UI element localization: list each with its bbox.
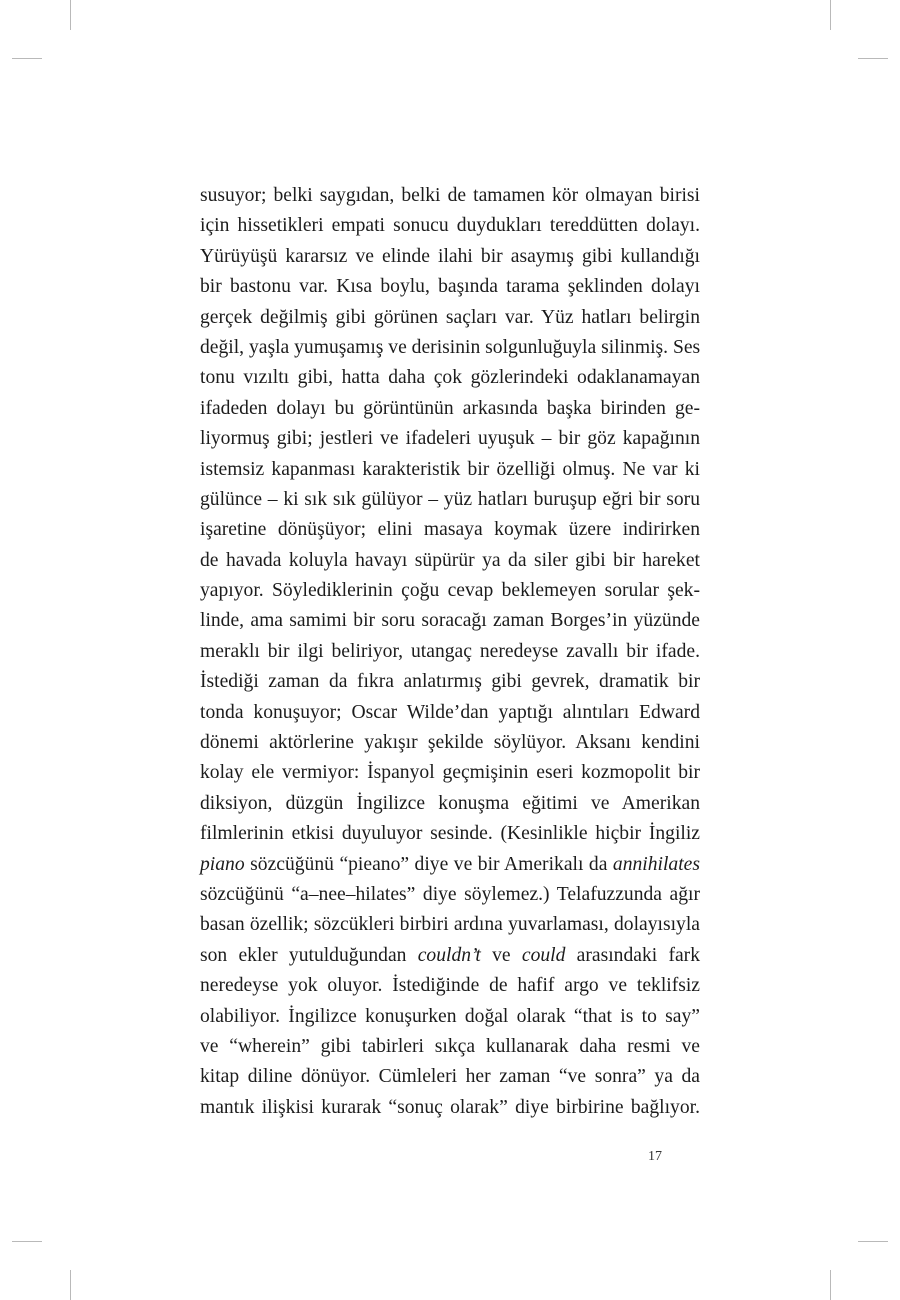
text-run: susuyor; belki saygıdan, belki de tamamen kör olmayan birisi bbox=[200, 185, 700, 206]
crop-mark-top-left-vertical bbox=[70, 0, 71, 30]
text-run: filmlerinin etkisi duyuluyor sesinde. (Kesinlikle hiçbir İngiliz bbox=[200, 823, 700, 845]
text-run: değil, yaşla yumuşamış ve derisinin solgunluğuyla silinmiş. Ses bbox=[200, 336, 701, 358]
text-line bbox=[200, 1093, 700, 1123]
text-line bbox=[200, 941, 700, 971]
crop-mark-bottom-left-vertical bbox=[70, 1270, 71, 1300]
text-run: sözcüğünü “a–nee–hilates” diye söylemez.) Telafuzzunda ağır bbox=[200, 883, 700, 905]
text-run: kolay ele vermiyor: İspanyol geçmişinin eseri kozmopolit bir bbox=[200, 762, 700, 784]
text-run: basan özellik; sözcükleri birbiri ardına yuvarlaması, dolayısıyla bbox=[200, 914, 700, 936]
crop-mark-bottom-right-horizontal bbox=[858, 1241, 888, 1242]
text-line bbox=[200, 758, 700, 788]
text-line bbox=[200, 455, 700, 485]
text-line bbox=[200, 546, 700, 576]
text-run: meraklı bir ilgi beliriyor, utangaç neredeyse zavallı bir ifade. bbox=[200, 640, 700, 662]
text-run: liyormuş gibi; jestleri ve ifadeleri uyuşuk – bir göz kapağının bbox=[200, 428, 700, 450]
text-line bbox=[200, 1002, 700, 1032]
text-line bbox=[200, 637, 700, 667]
crop-mark-top-right-vertical bbox=[830, 0, 831, 30]
text-run: Yürüyüşü kararsız ve elinde ilahi bir asaymış gibi kullandığı bbox=[200, 245, 700, 267]
text-line bbox=[200, 606, 700, 636]
text-line bbox=[200, 515, 700, 545]
italic-term: couldn’t bbox=[417, 944, 481, 966]
text-line bbox=[200, 576, 700, 606]
text-run: İstediği zaman da fıkra anlatırmış gibi gevrek, dramatik bir bbox=[200, 671, 700, 693]
text-line bbox=[200, 819, 700, 849]
body-text bbox=[200, 181, 700, 1123]
text-run: bir bastonu var. Kısa boylu, başında tarama şeklinden dolayı bbox=[200, 276, 700, 298]
text-line bbox=[200, 971, 700, 1001]
text-line bbox=[200, 1032, 700, 1062]
crop-mark-bottom-right-vertical bbox=[830, 1270, 831, 1300]
text-line bbox=[200, 303, 700, 333]
text-run: sözcüğünü “pieano” diye ve bir Amerikalı da bbox=[244, 853, 613, 875]
text-run: ve “wherein” gibi tabirleri sıkça kullanarak daha resmi ve bbox=[200, 1035, 700, 1057]
text-line bbox=[200, 789, 700, 819]
text-run: tonda konuşuyor; Oscar Wilde’dan yaptığı alıntıları Edward bbox=[200, 701, 700, 723]
text-line bbox=[200, 1062, 700, 1092]
italic-term: piano bbox=[200, 853, 245, 875]
text-run: arasındaki fark bbox=[565, 944, 700, 966]
text-run: de havada koluyla havayı süpürür ya da siler gibi bir hareket bbox=[200, 549, 700, 571]
text-line bbox=[200, 485, 700, 515]
text-line bbox=[200, 242, 700, 272]
text-run: gülünce – ki sık sık gülüyor – yüz hatları buruşup eğri bir soru bbox=[200, 488, 700, 510]
text-run: diksiyon, düzgün İngilizce konuşma eğitimi ve Amerikan bbox=[200, 792, 700, 814]
text-run: yapıyor. Söylediklerinin çoğu cevap beklemeyen sorular şek- bbox=[200, 580, 700, 602]
italic-term: annihilates bbox=[612, 853, 700, 875]
text-line bbox=[200, 910, 700, 940]
text-run: için hissetikleri empati sonucu duydukları tereddütten dolayı. bbox=[200, 215, 700, 237]
text-run: gerçek değilmiş gibi görünen saçları var. Yüz hatları belirgin bbox=[200, 306, 700, 328]
text-run: olabiliyor. İngilizce konuşurken doğal olarak “that is to say” bbox=[200, 1005, 700, 1027]
text-run: kitap diline dönüyor. Cümleleri her zaman “ve sonra” ya da bbox=[200, 1066, 700, 1088]
text-line bbox=[200, 394, 700, 424]
text-run: mantık ilişkisi kurarak “sonuç olarak” diye birbirine bağlıyor. bbox=[200, 1096, 700, 1118]
text-run: linde, ama samimi bir soru soracağı zaman Borges’in yüzünde bbox=[200, 610, 700, 632]
text-run: dönemi aktörlerine yakışır şekilde söylüyor. Aksanı kendini bbox=[200, 732, 700, 754]
text-run: işaretine dönüşüyor; elini masaya koymak üzere indirirken bbox=[200, 519, 700, 541]
crop-mark-bottom-left-horizontal bbox=[12, 1241, 42, 1242]
crop-mark-top-left-horizontal bbox=[12, 58, 42, 59]
text-line bbox=[200, 211, 700, 241]
text-line bbox=[200, 424, 700, 454]
text-line bbox=[200, 181, 700, 211]
text-line bbox=[200, 850, 700, 880]
text-line bbox=[200, 698, 700, 728]
text-run: ve bbox=[480, 944, 522, 966]
page-number: 17 bbox=[648, 1149, 662, 1164]
text-run: neredeyse yok oluyor. İstediğinde de hafif argo ve teklifsiz bbox=[200, 975, 700, 997]
text-line bbox=[200, 880, 700, 910]
text-line bbox=[200, 272, 700, 302]
text-line bbox=[200, 667, 700, 697]
text-line bbox=[200, 728, 700, 758]
text-run: son ekler yutulduğundan bbox=[200, 944, 418, 966]
crop-mark-top-right-horizontal bbox=[858, 58, 888, 59]
text-run: ifadeden dolayı bu görüntünün arkasında başka birinden ge- bbox=[200, 397, 700, 419]
text-run: istemsiz kapanması karakteristik bir özelliği olmuş. Ne var ki bbox=[200, 458, 700, 480]
text-line bbox=[200, 333, 700, 363]
text-line bbox=[200, 363, 700, 393]
text-run: tonu vızıltı gibi, hatta daha çok gözlerindeki odaklanamayan bbox=[200, 367, 700, 389]
italic-term: could bbox=[521, 944, 566, 966]
